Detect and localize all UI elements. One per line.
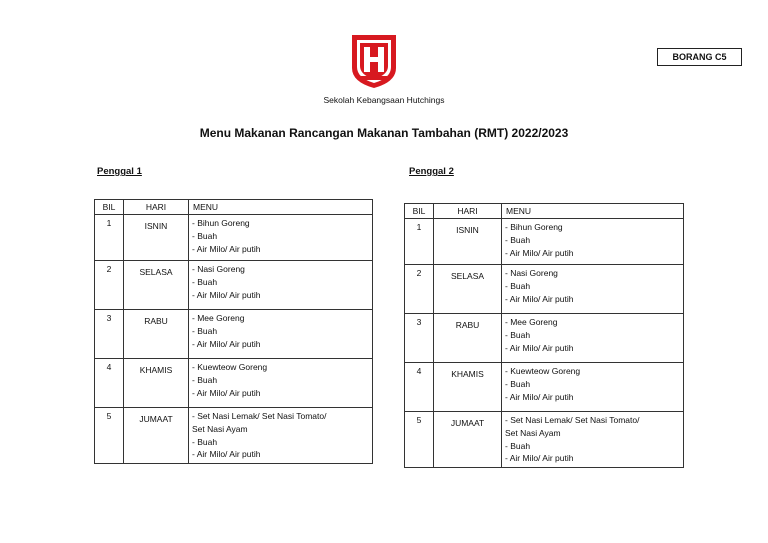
row-number: 2 [95, 261, 124, 310]
menu-item: - Mee Goreng [505, 317, 558, 327]
table-row [405, 219, 684, 265]
menu-items [502, 314, 684, 363]
day-name: RABU [124, 310, 189, 359]
menu-item: - Buah [192, 374, 218, 385]
menu-item: - Buah [505, 378, 531, 389]
menu-item: - Kuewteow Goreng [505, 366, 581, 376]
day-name: ISNIN [434, 219, 502, 265]
row-number: 2 [405, 265, 434, 314]
menu-item: - Kuewteow Goreng [192, 362, 268, 372]
column-header-menu: MENU [502, 204, 684, 219]
form-code-box: BORANG C5 [657, 48, 742, 66]
menu-items [189, 215, 373, 261]
school-logo [348, 32, 400, 90]
column-header-bil: BIL [405, 204, 434, 219]
table-row [95, 261, 373, 310]
menu-item: - Buah [505, 329, 531, 340]
document-title: Menu Makanan Rancangan Makanan Tambahan (RMT) 2022/2023 [199, 126, 569, 140]
menu-items [502, 265, 684, 314]
menu-items [189, 408, 373, 464]
table-row [405, 314, 684, 363]
term-2-menu-table [404, 203, 684, 468]
table-header-row [95, 200, 373, 215]
day-name: RABU [434, 314, 502, 363]
menu-item: - Air Milo/ Air putih [505, 391, 574, 402]
menu-item: - Air Milo/ Air putih [192, 289, 261, 300]
row-number: 3 [405, 314, 434, 363]
menu-items [502, 219, 684, 265]
menu-item: - Mee Goreng [192, 313, 245, 323]
menu-items [189, 261, 373, 310]
menu-item: - Buah [505, 234, 531, 245]
menu-item: - Air Milo/ Air putih [505, 247, 574, 258]
menu-item: - Set Nasi Lemak/ Set Nasi Tomato/ [192, 411, 327, 421]
menu-item: - Air Milo/ Air putih [505, 293, 574, 304]
table-row [405, 412, 684, 468]
row-number: 1 [95, 215, 124, 261]
menu-item: - Nasi Goreng [192, 264, 245, 274]
menu-item: - Air Milo/ Air putih [192, 387, 261, 398]
menu-item: - Buah [192, 325, 218, 336]
column-header-menu: MENU [189, 200, 373, 215]
day-name: SELASA [434, 265, 502, 314]
menu-item: - Air Milo/ Air putih [192, 338, 261, 349]
row-number: 1 [405, 219, 434, 265]
menu-item: - Air Milo/ Air putih [192, 449, 261, 460]
table-row [95, 310, 373, 359]
row-number: 4 [95, 359, 124, 408]
table-header-row [405, 204, 684, 219]
column-header-hari: HARI [434, 204, 502, 219]
term-1-menu-table [94, 199, 373, 464]
menu-item: - Buah [192, 436, 218, 447]
table-row [95, 359, 373, 408]
table-row [405, 265, 684, 314]
menu-item: - Air Milo/ Air putih [505, 453, 574, 464]
menu-item: - Bihun Goreng [505, 222, 563, 232]
menu-item: - Nasi Goreng [505, 268, 558, 278]
menu-item: - Air Milo/ Air putih [505, 342, 574, 353]
table-row [95, 408, 373, 464]
menu-item: Set Nasi Ayam [192, 423, 248, 434]
school-name: Sekolah Kebangsaan Hutchings [323, 95, 445, 105]
row-number: 5 [95, 408, 124, 464]
term-1-label: Penggal 1 [97, 166, 142, 177]
term-2-label: Penggal 2 [409, 166, 454, 177]
day-name: JUMAAT [124, 408, 189, 464]
menu-items [502, 412, 684, 468]
menu-items [189, 310, 373, 359]
menu-item: - Buah [505, 280, 531, 291]
row-number: 4 [405, 363, 434, 412]
menu-item: - Buah [192, 276, 218, 287]
day-name: JUMAAT [434, 412, 502, 468]
menu-items [502, 363, 684, 412]
day-name: KHAMIS [434, 363, 502, 412]
menu-item: Set Nasi Ayam [505, 427, 561, 438]
menu-items [189, 359, 373, 408]
menu-item: - Air Milo/ Air putih [192, 243, 261, 254]
table-row [405, 363, 684, 412]
table-row [95, 215, 373, 261]
menu-item: - Set Nasi Lemak/ Set Nasi Tomato/ [505, 415, 640, 425]
day-name: KHAMIS [124, 359, 189, 408]
menu-item: - Bihun Goreng [192, 218, 250, 228]
row-number: 3 [95, 310, 124, 359]
column-header-hari: HARI [124, 200, 189, 215]
day-name: ISNIN [124, 215, 189, 261]
day-name: SELASA [124, 261, 189, 310]
menu-item: - Buah [505, 440, 531, 451]
row-number: 5 [405, 412, 434, 468]
menu-item: - Buah [192, 230, 218, 241]
column-header-bil: BIL [95, 200, 124, 215]
